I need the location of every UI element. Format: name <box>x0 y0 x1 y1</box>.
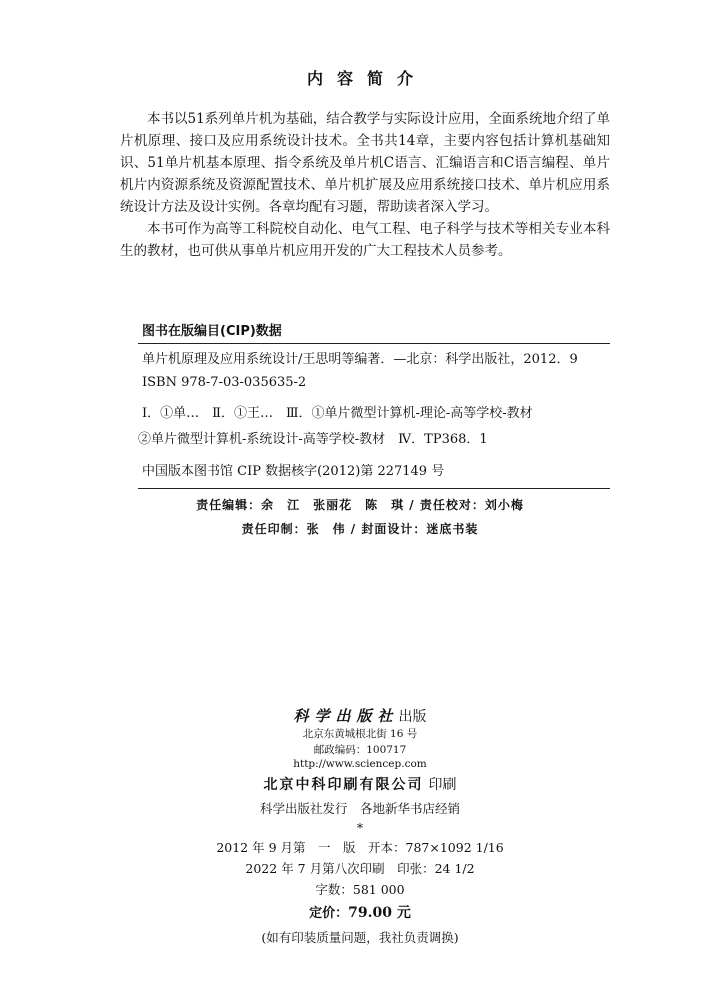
publisher-url: http://www.sciencep.com <box>293 758 427 770</box>
printer-name: 北京中科印刷有限公司 <box>263 777 424 793</box>
printer-suffix: 印刷 <box>428 777 457 793</box>
production-credits: 责任印制：张 伟 / 封面设计：迷底书装 <box>241 522 479 536</box>
quality-note: (如有印装质量问题，我社负责调换) <box>261 930 459 945</box>
price-line <box>0 902 720 922</box>
price-label: 定价： <box>309 906 349 921</box>
publisher-line <box>0 705 720 726</box>
cip-bottom-rule <box>138 488 610 489</box>
intro-paragraph: 本书以51系列单片机为基础，结合教学与实际设计应用，全面系统地介绍了单片机原理、接口及应用系统设计技术。全书共14章，主要内容包括计算机基础知识、51单片机基本原理、指令系统及单片机C语言、汇编语言和C语言编程、单片机片内资源系统及资源配置技术、单片机扩展及应用系统接口技术、单片机应用系统设计方法及设计实例。各章均配有习题，帮助读者深入学习。 <box>120 111 610 215</box>
cip-record-number: 中国版本图书馆 CIP 数据核字(2012)第 227149 号 <box>142 464 445 479</box>
publisher-suffix: 出版 <box>398 709 427 725</box>
cip-isbn: ISBN 978-7-03-035635-2 <box>142 375 307 390</box>
cip-top-rule <box>138 343 610 344</box>
cip-bibliographic-line: 单片机原理及应用系统设计/王思明等编著．—北京：科学出版社，2012．9 <box>142 352 578 367</box>
cip-classification-line: ②单片微型计算机-系统设计-高等学校-教材 Ⅳ．TP368．1 <box>138 432 488 447</box>
printer-line <box>0 774 720 794</box>
publisher-postcode: 邮政编码：100717 <box>313 744 407 756</box>
publisher-name: 科学出版社 <box>293 707 399 725</box>
intro-body <box>120 108 610 262</box>
editor-credits: 责任编辑：余 江 张丽花 陈 琪 / 责任校对：刘小梅 <box>196 498 524 512</box>
price-value: 79.00 元 <box>348 905 411 921</box>
printing-line: 2022 年 7 月第八次印刷 印张：24 1/2 <box>245 861 475 876</box>
cip-classification-line: Ⅰ．①单… Ⅱ．①王… Ⅲ．①单片微型计算机-理论-高等学校-教材 <box>142 406 533 421</box>
cip-heading: 图书在版编目(CIP)数据 <box>142 324 282 339</box>
word-count: 字数：581 000 <box>315 882 405 897</box>
separator-star: * <box>356 820 364 835</box>
distribution-line: 科学出版社发行 各地新华书店经销 <box>259 801 460 816</box>
intro-paragraph: 本书可作为高等工科院校自动化、电气工程、电子科学与技术等相关专业本科生的教材，也可供从事单片机应用开发的广大工程技术人员参考。 <box>120 221 610 259</box>
edition-line: 2012 年 9 月第 一 版 开本：787×1092 1/16 <box>216 840 504 855</box>
publisher-address: 北京东黄城根北街 16 号 <box>302 728 418 740</box>
intro-title: 内容简介 <box>306 69 427 88</box>
